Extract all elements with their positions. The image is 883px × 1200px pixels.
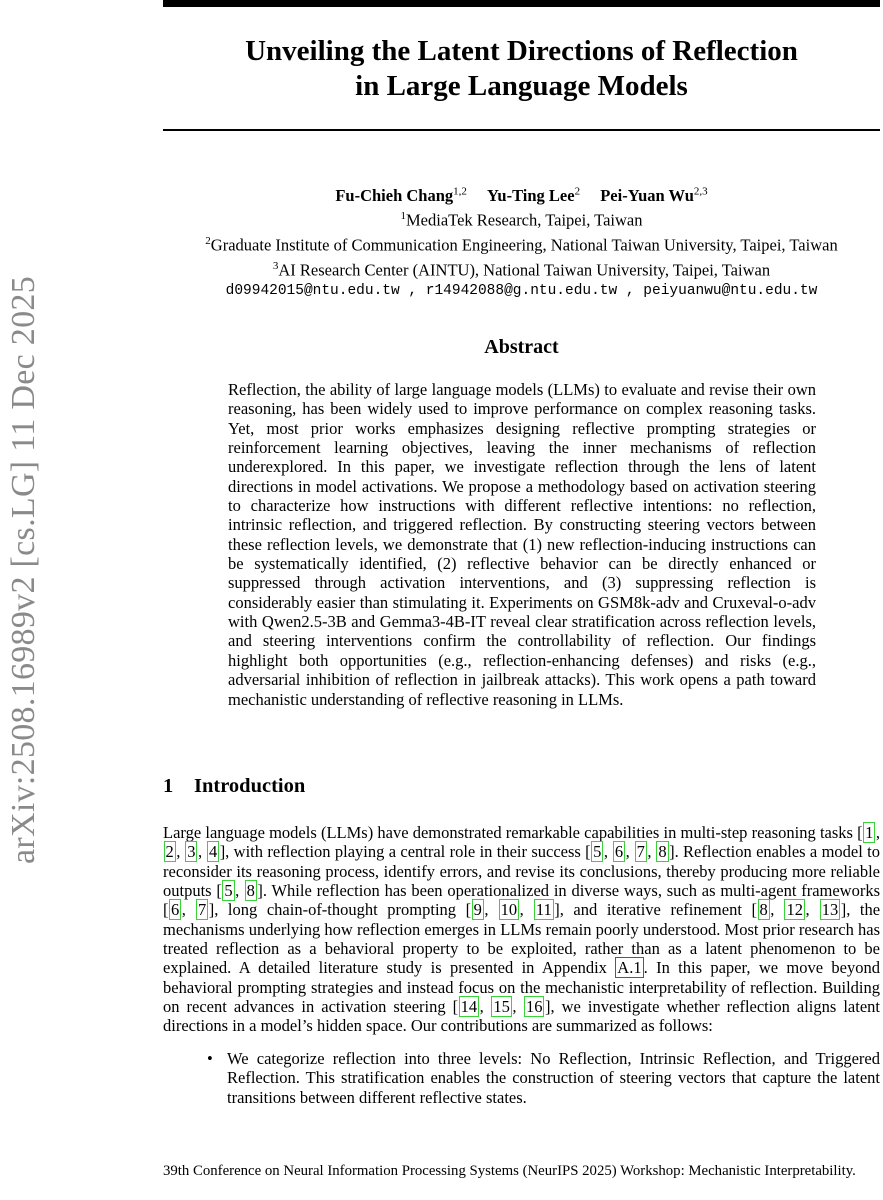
section-heading — [163, 775, 305, 798]
citation-link[interactable]: 7 — [197, 900, 207, 920]
author-names — [163, 181, 880, 206]
citation-link[interactable]: 3 — [187, 842, 196, 862]
citation-link[interactable]: 13 — [821, 900, 839, 920]
intro-paragraph: Large language models (LLMs) have demonstrated remarkable capabilities in multi-step reasoning tasks [ 1 , 2 , 3 , 4 ], with reflection playing a central role in their success [ 5 , 6 , 7 , 8 ]. Reflection enables a model to reconsider its reasoning process, identify errors, and revise its conclusions, thereby producing more reliable outputs [ 5 , 8 ]. While reflection has been operationalized in diverse ways, such as multi-agent frameworks [ 6 , 7 ], long chain-of-thought prompting [ 9 , 10 , 11 ], and iterative refinement [ 8 , 12 , 13 ], the mechanisms underlying how reflection emerges in LLMs remain poorly understood. Most prior research has treated reflection as a behavioral property to be exploited, rather than as a latent phenomenon to be explained. A detailed literature study is presented in Appendix A.1 . In this paper, we move beyond behavioral prompting strategies and instead focus on the mechanistic interpretability of reflection. Building on recent advances in activation steering [ 14 , 15 , 16 ], we investigate whether reflection aligns latent directions in a model’s hidden space. Our contributions are summarized as follows: — [163, 823, 881, 1036]
top-rule — [163, 0, 880, 7]
affiliation: $^1$MediaTek Research, Taipei, Taiwan — [400, 210, 643, 230]
title-line-1: Unveiling the Latent Directions of Reflection — [245, 35, 798, 67]
title-rule — [163, 129, 880, 131]
citation-link[interactable]: 8 — [246, 881, 255, 901]
citation-link[interactable]: 12 — [786, 900, 803, 920]
author: Pei-Yuan Wu$^{2,3}$ — [600, 185, 708, 205]
citation-link[interactable]: 1 — [865, 823, 874, 842]
citation-link[interactable]: 14 — [460, 997, 478, 1017]
citation-link[interactable]: 6 — [171, 900, 180, 920]
paper-title — [163, 34, 880, 104]
author-block — [163, 181, 880, 303]
section-number: 1 — [163, 775, 174, 797]
citation-link[interactable]: 10 — [500, 900, 518, 920]
citation-link[interactable]: 5 — [224, 881, 233, 901]
citation-link[interactable]: 4 — [208, 842, 218, 862]
list-item — [207, 1049, 880, 1107]
footer-note: 39th Conference on Neural Information Processing Systems (NeurIPS 2025) Workshop: Mechanistic Interpretability. — [163, 1163, 856, 1179]
section-title: Introduction — [194, 775, 306, 797]
author: Fu-Chieh Chang$^{1,2}$ — [335, 185, 467, 205]
title-line-2: in Large Language Models — [355, 70, 688, 102]
author-emails[interactable]: d09942015@ntu.edu.tw , r14942088@g.ntu.edu.tw , peiyuanwu@ntu.edu.tw — [225, 283, 818, 300]
citation-link[interactable]: 9 — [473, 900, 482, 920]
citation-link[interactable]: 16 — [525, 997, 543, 1017]
citation-link[interactable]: 5 — [593, 842, 602, 862]
list-item-text: We categorize reflection into three levels: No Reflection, Intrinsic Reflection, and Triggered Reflection. This stratification enables the construction of steering vectors that capture the latent transitions between different reflective states. — [227, 1049, 880, 1107]
citation-link[interactable]: 11 — [535, 900, 552, 920]
contribution-list — [207, 1049, 880, 1107]
abstract-heading: Abstract — [484, 336, 559, 358]
arxiv-sidebar — [0, 0, 48, 1200]
bullet-icon: • — [207, 1049, 213, 1068]
appendix-link[interactable]: A.1 — [617, 958, 642, 978]
citation-link[interactable]: 8 — [759, 900, 768, 920]
affiliation: $^3$AI Research Center (AINTU), National Taiwan University, Taipei, Taiwan — [272, 260, 771, 280]
affiliation: $^2$Graduate Institute of Communication Engineering, National Taiwan University, Taipei, Taiwan — [205, 235, 838, 255]
arxiv-identifier[interactable]: arXiv:2508.16989v2 [cs.LG] 11 Dec 2025 — [5, 275, 42, 865]
citation-link[interactable]: 8 — [658, 842, 667, 862]
abstract-text: Reflection, the ability of large language models (LLMs) to evaluate and revise their own reasoning, has been widely used to improve performance on complex reasoning tasks. Yet, most prior works emphasizes designing reflective prompting strategies or reinforcement learning objectives, leaving the inner mechanisms of reflection underexplored. In this paper, we investigate reflection through the lens of latent directions in model activations. We propose a methodology based on activation steering to characterize how instructions with different reflective intentions: no reflection, intrinsic reflection, and triggered reflection. By constructing steering vectors between these reflection levels, we demonstrate that (1) new reflection-inducing instructions can be systematically identified, (2) reflective behavior can be directly enhanced or suppressed through activation interventions, and (3) suppressing reflection is considerably easier than stimulating it. Experiments on GSM8k-adv and Cruxeval-o-adv with Qwen2.5-3B and Gemma3-4B-IT reveal clear stratification across reflection levels, and steering interventions confirm the controllability of reflection. Our findings highlight both opportunities (e.g., reflection-enhancing defenses) and risks (e.g., adversarial inhibition of reflection in jailbreak attacks). This work opens a path toward mechanistic understanding of reflective reasoning in LLMs. — [228, 380, 816, 709]
citation-link[interactable]: 2 — [165, 842, 174, 862]
citation-link[interactable]: 15 — [493, 997, 510, 1017]
author: Yu-Ting Lee$^2$ — [487, 185, 581, 205]
citation-link[interactable]: 7 — [636, 842, 645, 862]
citation-link[interactable]: 6 — [614, 842, 624, 862]
